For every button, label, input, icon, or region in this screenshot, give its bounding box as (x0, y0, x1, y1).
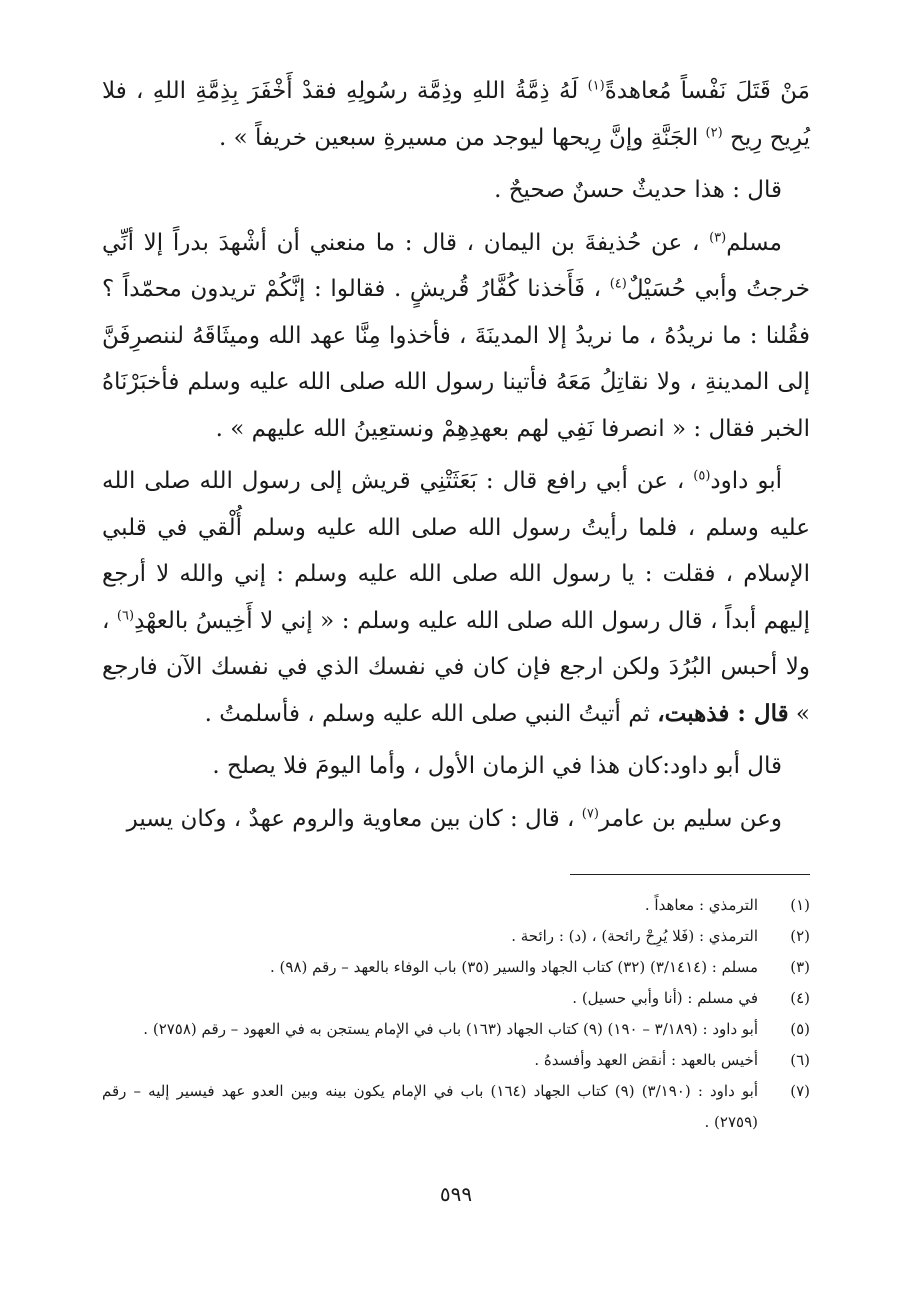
paragraph-3 (102, 220, 810, 453)
footnote-ref-2: (٢) (705, 124, 723, 140)
footnote-text: الترمذي : معاهداً . (644, 896, 758, 914)
footnote-number: (٣) (790, 958, 810, 976)
footnote-text: أبو داود : (٣/١٨٩ – ١٩٠) (٩) كتاب الجهاد (١٦٣) باب في الإمام يستجن به في العهود – رقم (٢٧٥٨) . (143, 1020, 758, 1038)
footnote-6 (102, 1045, 810, 1076)
text-segment: قال أبو داود:كان هذا في الزمان الأول ، وأما اليومَ فلا يصلح . (212, 753, 782, 779)
text-segment: أبو داود (710, 468, 783, 494)
footnote-7 (102, 1076, 810, 1138)
footnote-1 (102, 890, 810, 921)
text-segment: ثم أتيتُ النبي صلى الله عليه وسلم ، فأسلمتُ . (204, 700, 658, 727)
footnote-text: أخيس بالعهد : أنقض العهد وأفسدهُ . (534, 1051, 758, 1069)
paragraph-5 (102, 743, 810, 790)
footnote-ref-6: (٦) (116, 607, 135, 623)
text-segment: وعن سليم بن عامر (598, 805, 782, 832)
text-segment: مَنْ قَتَلَ نَفْساً مُعاهدةً (604, 78, 810, 104)
footnote-ref-4: (٤) (609, 276, 627, 292)
text-segment: مسلم (726, 229, 782, 256)
footnote-ref-7: (٧) (581, 805, 599, 821)
main-text (102, 68, 810, 848)
footnote-number: (٤) (790, 989, 810, 1007)
footnote-number: (٥) (790, 1020, 810, 1038)
footnote-number: (١) (790, 896, 810, 914)
text-segment: قال : هذا حديثٌ حسنٌ صحيحٌ . (494, 177, 782, 203)
paragraph-2 (102, 167, 810, 214)
footnote-ref-1: (١) (587, 78, 605, 94)
text-segment: لَهُ ذِمَّةُ اللهِ وذِمَّة رسُولِهِ فقدْ أَخْفَرَ بِذِمَّةِ اللهِ ، فلا يُرِيح رِيح (102, 78, 810, 151)
footnote-2 (102, 921, 810, 952)
paragraph-4 (102, 458, 810, 737)
text-segment: ، ولا أحبس البُرُدَ ولكن ارجع فإن كان في نفسك الذي في نفسك الآن فارجع » (102, 607, 810, 727)
text-segment: ، فَأَخذنا كُفَّارُ قُريشٍ . فقالوا : إنَّكُمْ تريدون محمّداً ؟ فقُلنا : ما نريدُهُ ، ما نريدُ إلا المدينَةَ ، فأخذوا مِنَّا عهد الله وميثَاقَهُ لننصرِفَنَّ إلى المدينةِ ، ولا نقاتِلُ مَعَهُ فأتينا رسول الله صلى الله عليه وسلم فأخبَرْنَاهُ الخبر فقال : « انصرفا نَفِي لهم بعهدِهِمْ ونستعِينُ الله عليهم » . (102, 276, 810, 442)
footnote-text: في مسلم : (أنا وأبي حسيل) . (572, 989, 758, 1007)
bold-text-segment: قال : فذهبت، (657, 699, 789, 727)
footnote-ref-3: (٣) (709, 229, 727, 245)
footnote-text: الترمذي : (فَلا يُرِحْ رائحة) ، (د) : رائحة . (511, 927, 758, 945)
text-segment: ، قال : كان بين معاوية والروم عهدٌ ، وكان يسير (126, 805, 582, 832)
footnotes-section (102, 890, 810, 1138)
footnote-number: (٧) (790, 1082, 810, 1100)
footnote-5 (102, 1014, 810, 1045)
footnote-text: أبو داود : (٣/١٩٠) (٩) كتاب الجهاد (١٦٤) باب في الإمام يكون بينه وبين العدو عهد فيسير إليه – رقم (٢٧٥٩) . (102, 1082, 759, 1131)
paragraph-6 (102, 796, 810, 843)
footnote-ref-5: (٥) (693, 468, 711, 484)
text-segment: ، عن حُذيفةَ بن اليمان ، قال : ما منعني أن أشْهدَ بدراً إلا أنِّي خرجتُ وأبي حُسَيْلٌ (102, 229, 810, 302)
footnote-separator (570, 874, 810, 875)
paragraph-1 (102, 68, 810, 161)
page-number: ٥٩٩ (439, 1182, 473, 1206)
text-segment: الجَنَّةِ وإنَّ رِيحها ليوجد من مسيرةِ سبعين خريفاً » . (218, 124, 706, 151)
footnote-number: (٦) (790, 1051, 810, 1069)
footnote-3 (102, 952, 810, 983)
footnote-number: (٢) (790, 927, 810, 945)
footnote-text: مسلم : (٣/١٤١٤) (٣٢) كتاب الجهاد والسير (٣٥) باب الوفاء بالعهد – رقم (٩٨) . (270, 958, 758, 976)
footnote-4 (102, 983, 810, 1014)
text-segment: ، عن أبي رافع قال : بَعَثَتْنِي قريش إلى رسول الله صلى الله عليه وسلم ، فلما رأيتُ رسول الله صلى الله عليه وسلم أُلْقي في قلبي الإسلام ، فقلت : يا رسول الله صلى الله عليه وسلم : إني والله لا أرجع إليهم أبداً ، قال رسول الله صلى الله عليه وسلم : « إني لا أَخِيسُ بالعهْدِ (102, 468, 810, 634)
